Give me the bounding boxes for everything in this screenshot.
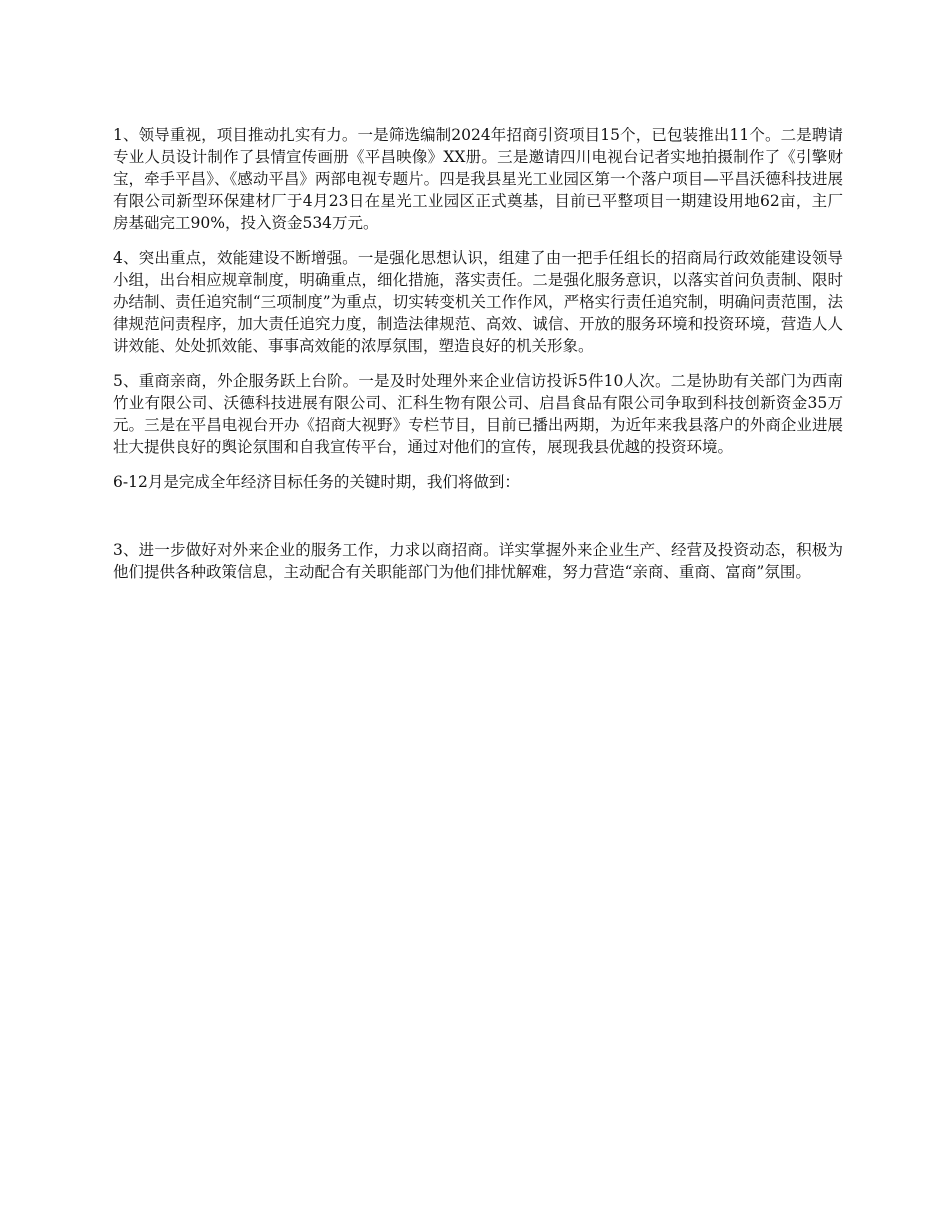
paragraph-plan-intro: 6-12月是完成全年经济目标任务的关键时期，我们将做到： <box>113 473 520 491</box>
blank-space <box>113 506 843 539</box>
paragraph-foreign-enterprise-service: 5、重商亲商，外企服务跃上台阶。一是及时处理外来企业信访投诉5件10人次。二是协助有关部门为西南竹业有限公司、沃德科技进展有限公司、汇科生物有限公司、启昌食品有限公司争取到科技创新资金35万元。三是在平昌电视台开办《招商大视野》专栏节目，目前已播出两期，为近年来我县落户的外商企业进展壮大提供良好的舆论氛围和自我宣传平台，通过对他们的宣传，展现我县优越的投资环境。 <box>113 372 843 456</box>
paragraph-efficiency: 4、突出重点，效能建设不断增强。一是强化思想认识，组建了由一把手任组长的招商局行政效能建设领导小组，出台相应规章制度，明确重点，细化措施，落实责任。二是强化服务意识，以落实首问负责制、限时办结制、责任追究制“三项制度”为重点，切实转变机关工作作风，严格实行责任追究制，明确问责范围，法律规范问责程序，加大责任追究力度，制造法律规范、高效、诚信、开放的服务环境和投资环境，营造人人讲效能、处处抓效能、事事高效能的浓厚氛围，塑造良好的机关形象。 <box>113 249 843 355</box>
paragraph-enterprise-service-plan: 3、进一步做好对外来企业的服务工作，力求以商招商。详实掌握外来企业生产、经营及投资动态，积极为他们提供各种政策信息，主动配合有关职能部门为他们排忧解难，努力营造“亲商、重商、富商”氛围。 <box>113 541 843 581</box>
document-body <box>113 124 843 596</box>
paragraph-leadership: 1、领导重视，项目推动扎实有力。一是筛选编制2024年招商引资项目15个，已包装推出11个。二是聘请专业人员设计制作了县情宣传画册《平昌映像》XX册。三是邀请四川电视台记者实地拍摄制作了《引擎财宝，牵手平昌》、《感动平昌》两部电视专题片。四是我县星光工业园区第一个落户项目—平昌沃德科技进展有限公司新型环保建材厂于4月23日在星光工业园区正式奠基，目前已平整项目一期建设用地62亩，主厂房基础完工90%，投入资金534万元。 <box>113 126 843 232</box>
